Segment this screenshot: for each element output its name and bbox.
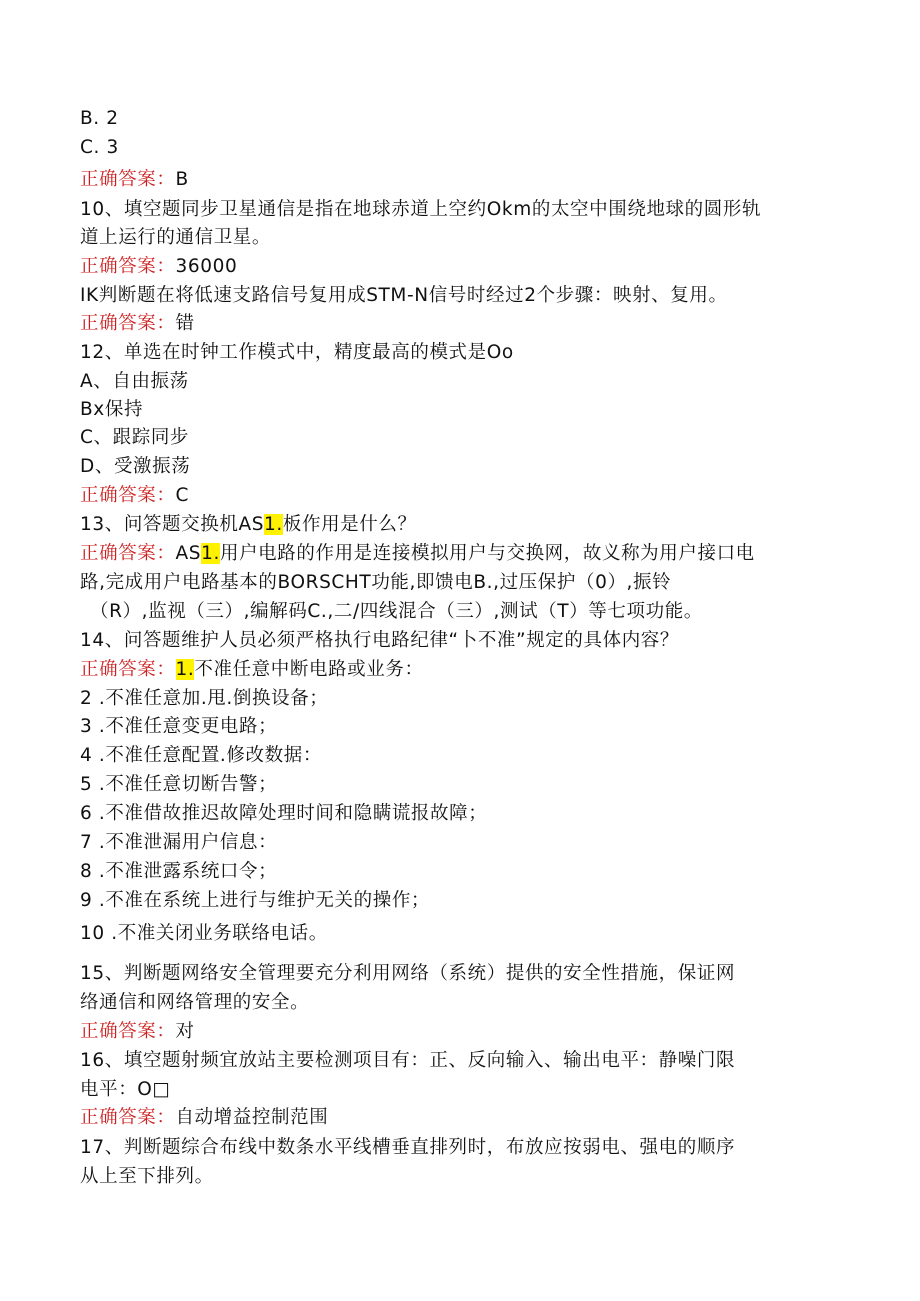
question-10-line-2: 道上运行的通信卫星。 (80, 227, 272, 248)
list-item: 4 .不准任意配置.修改数据： (80, 745, 322, 766)
option-a: A、自由振荡 (80, 371, 189, 392)
list-item: 5 .不准任意切断告警； (80, 774, 278, 795)
list-item: 3 .不准任意变更电路； (80, 716, 278, 737)
answer-label: 正确答案： (80, 1107, 176, 1128)
answer-label: 正确答案： (80, 1021, 176, 1042)
question-10-line-1: 10、填空题同步卫星通信是指在地球赤道上空约Okm的太空中围绕地球的圆形轨 (80, 199, 762, 220)
question-17-line-1: 17、判断题综合布线中数条水平线槽垂直排列时，布放应按弱电、强电的顺序 (80, 1137, 736, 1158)
question-13-text: 13、问答题交换机AS (80, 514, 265, 535)
list-item: 6 .不准借故推迟故障处理时间和隐瞒谎报故障； (80, 803, 488, 824)
question-15-line-1: 15、判断题网络安全管理要充分利用网络（系统）提供的安全性措施，保证网 (80, 963, 736, 984)
answer-label: 正确答案： (80, 169, 176, 190)
answer-value: B (175, 169, 189, 190)
answer-value: 错 (175, 313, 195, 334)
question-16-line-2: 电平：O□ (80, 1079, 171, 1100)
question-16-line-1: 16、填空题射频宜放站主要检测项目有：正、反向输入、输出电平：静噪门限 (80, 1050, 736, 1071)
answer-line (80, 482, 189, 509)
question-13-text: 板作用是什么？ (282, 514, 417, 535)
highlight-mark: 1. (201, 543, 220, 564)
list-item: 7 .不准泄漏用户信息： (80, 832, 278, 853)
answer-label: 正确答案： (80, 313, 176, 334)
answer-value: 对 (175, 1021, 195, 1042)
answer-value: C (175, 485, 190, 506)
question-11: IK判断题在将低速支路信号复用成STM-N信号时经过2个步骤：映射、复用。 (80, 285, 728, 306)
question-13 (80, 511, 417, 538)
question-15-line-2: 络通信和网络管理的安全。 (80, 992, 310, 1013)
question-14: 14、问答题维护人员必须严格执行电路纪律“卜不准”规定的具体内容？ (80, 630, 680, 651)
question-17-line-2: 从上至下排列。 (80, 1166, 214, 1187)
option-b: Bx保持 (80, 399, 144, 420)
list-item: 2 .不准任意加.甩.倒换设备； (80, 688, 329, 709)
answer-value: AS (175, 543, 202, 564)
answer-value: 用户电路的作用是连接模拟用户与交换网，故义称为用户接口电 (219, 543, 755, 564)
answer-value: 36000 (175, 256, 238, 277)
answer-13-line-3: （R）,监视（三）,编解码C.,二/四线混合（三）,测试（T）等七项功能。 (90, 601, 703, 622)
list-item: 10 .不准关闭业务联络电话。 (80, 923, 328, 944)
option-d: D、受激振荡 (80, 456, 191, 477)
answer-line (80, 253, 237, 280)
answer-value: 不准任意中断电路或业务： (194, 659, 424, 680)
list-item: 9 .不准在系统上进行与维护无关的操作； (80, 890, 431, 911)
answer-line (80, 166, 189, 193)
answer-line (80, 656, 424, 683)
option-b: B. 2 (80, 108, 119, 129)
answer-line (80, 1018, 195, 1045)
option-c: C、跟踪同步 (80, 427, 190, 448)
answer-value: 自动增益控制范围 (175, 1107, 329, 1128)
answer-label: 正确答案： (80, 485, 176, 506)
list-item: 8 .不准泄露系统口令； (80, 861, 278, 882)
highlight-mark: 1. (175, 659, 195, 680)
answer-line (80, 1104, 328, 1131)
answer-label: 正确答案： (80, 256, 176, 277)
answer-13-line-2: 路,完成用户电路基本的BORSCHT功能,即馈电B.,过压保护（0）,振铃 (80, 572, 672, 593)
question-12: 12、单选在时钟工作模式中，精度最高的模式是Oo (80, 342, 514, 363)
answer-label: 正确答案： (80, 659, 176, 680)
option-c: C. 3 (80, 137, 119, 158)
highlight-mark: 1. (264, 514, 283, 535)
answer-line (80, 540, 755, 567)
answer-line (80, 310, 195, 337)
answer-label: 正确答案： (80, 543, 176, 564)
